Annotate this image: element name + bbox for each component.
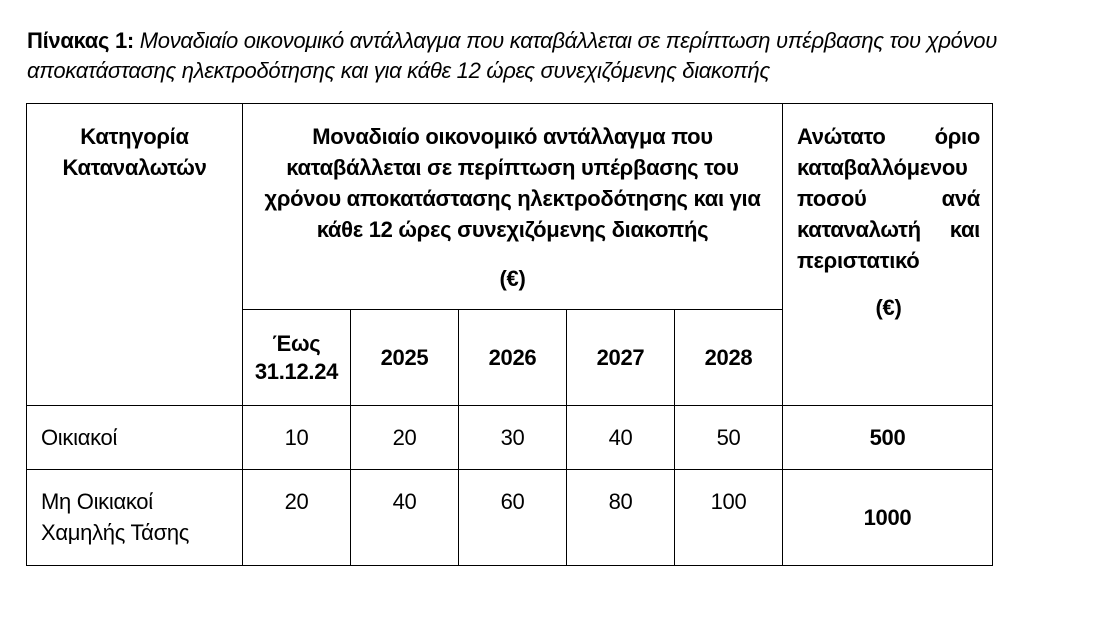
row-category: Μη Οικιακοί Χαμηλής Τάσης bbox=[27, 470, 243, 566]
row-max-amount: 500 bbox=[783, 406, 993, 470]
row-value: 40 bbox=[351, 470, 459, 566]
header-category-label: Κατηγορία Καταναλωτών bbox=[62, 124, 207, 180]
header-unit-currency: (€) bbox=[499, 266, 526, 291]
header-unit-label: Μοναδιαίο οικονομικό αντάλλαγμα που καταβάλλεται σε περίπτωση υπέρβασης του χρόνου αποκατάστασης ηλεκτροδότησης και για κάθε 12 ώρες συνεχιζόμενης διακοπής bbox=[264, 124, 761, 242]
table-row bbox=[27, 470, 993, 566]
header-category bbox=[27, 104, 243, 406]
caption-label: Πίνακας 1: bbox=[27, 28, 134, 53]
header-max-currency: (€) bbox=[875, 295, 902, 320]
table-row bbox=[27, 406, 993, 470]
header-max-amount bbox=[783, 104, 993, 406]
caption-text: Μοναδιαίο οικονομικό αντάλλαγμα που καταβάλλεται σε περίπτωση υπέρβασης του χρόνου αποκατάστασης ηλεκτροδότησης και για κάθε 12 ώρες συνεχιζόμενης διακοπής bbox=[27, 28, 997, 83]
row-value: 20 bbox=[243, 470, 351, 566]
row-value: 40 bbox=[567, 406, 675, 470]
header-unit-compensation bbox=[243, 104, 783, 310]
row-value: 100 bbox=[675, 470, 783, 566]
header-year-2027: 2027 bbox=[567, 310, 675, 406]
table-caption bbox=[27, 26, 1092, 86]
row-value: 30 bbox=[459, 406, 567, 470]
row-value: 10 bbox=[243, 406, 351, 470]
row-value: 50 bbox=[675, 406, 783, 470]
compensation-table bbox=[26, 103, 993, 566]
row-category: Οικιακοί bbox=[27, 406, 243, 470]
row-max-amount: 1000 bbox=[783, 470, 993, 566]
header-year-until-2024: Έως 31.12.24 bbox=[243, 310, 351, 406]
header-row bbox=[27, 104, 993, 310]
header-year-2025: 2025 bbox=[351, 310, 459, 406]
header-year-2028: 2028 bbox=[675, 310, 783, 406]
header-max-label: Ανώτατο όριο καταβαλλόμενου ποσού ανά καταναλωτή και περιστατικό bbox=[797, 124, 980, 273]
row-value: 60 bbox=[459, 470, 567, 566]
header-year-2026: 2026 bbox=[459, 310, 567, 406]
row-value: 20 bbox=[351, 406, 459, 470]
row-value: 80 bbox=[567, 470, 675, 566]
